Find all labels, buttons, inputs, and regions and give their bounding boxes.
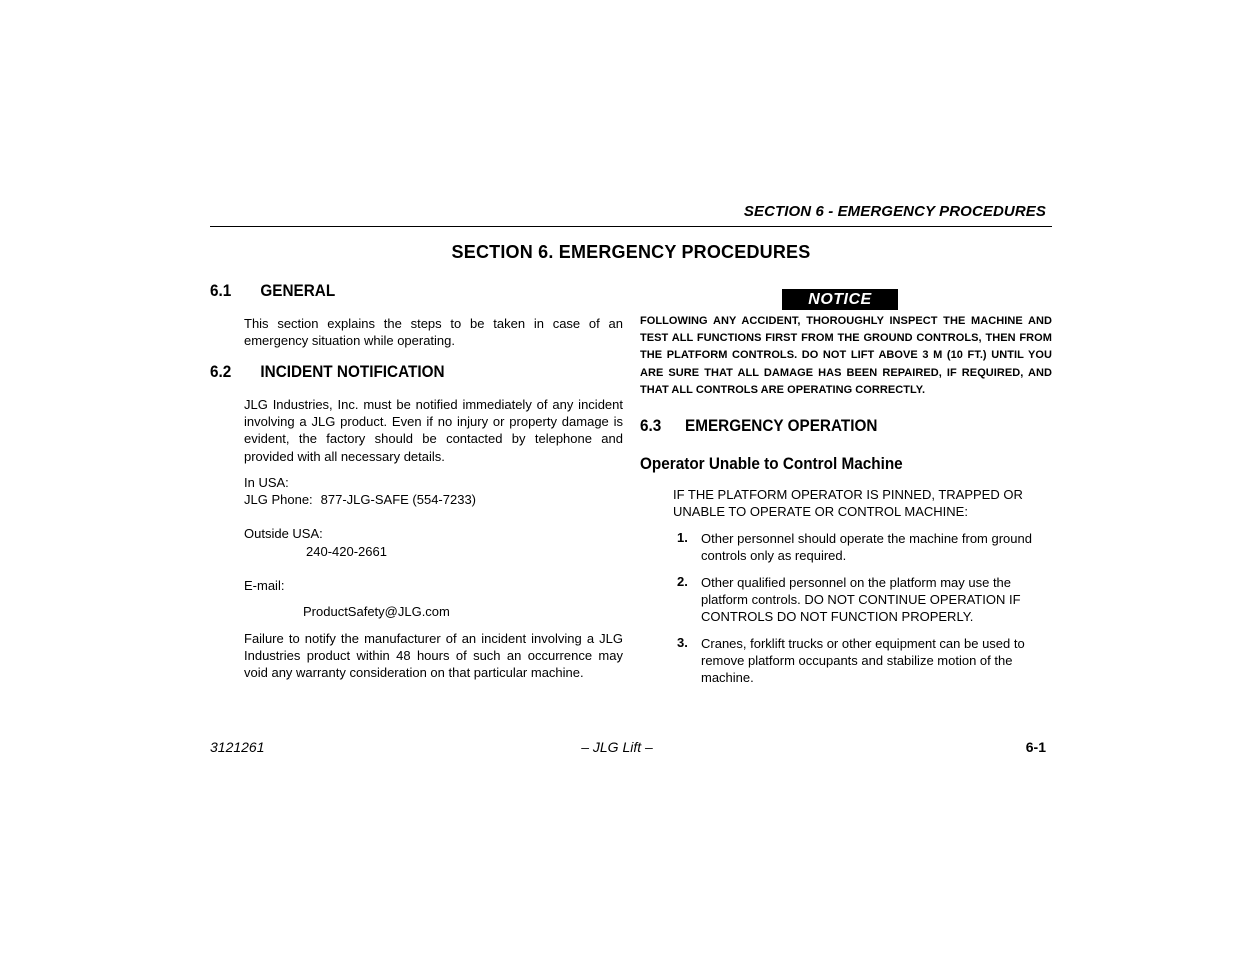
doc-number: 3121261 xyxy=(210,739,265,755)
subheading-operator-unable: Operator Unable to Control Machine xyxy=(640,454,903,473)
section-title: SECTION 6. EMERGENCY PROCEDURES xyxy=(451,242,811,262)
phone-line xyxy=(244,491,476,508)
email-value: ProductSafety@JLG.com xyxy=(303,604,450,619)
heading-label: GENERAL xyxy=(260,281,336,300)
heading-emergency-operation xyxy=(640,416,877,436)
step-number: 2. xyxy=(677,574,688,589)
email-label: E-mail: xyxy=(244,578,285,593)
running-head: SECTION 6 - EMERGENCY PROCEDURES xyxy=(743,203,1046,220)
page-number: 6-1 xyxy=(1025,739,1046,755)
step-text: Other personnel should operate the machine from ground controls only as required. xyxy=(701,531,1032,564)
step-text: Cranes, forklift trucks or other equipment can be used to remove platform occupants and stabilize motion of the machine. xyxy=(701,636,1025,686)
failure-paragraph: Failure to notify the manufacturer of an incident involving a JLG Industries product within 48 hours of such an occurrence may void any warranty consideration on that particular machine. xyxy=(244,631,623,681)
phone-label: JLG Phone: xyxy=(244,492,313,507)
usa-label: In USA: xyxy=(244,475,289,490)
general-paragraph: This section explains the steps to be taken in case of an emergency situation while operating. xyxy=(244,316,623,349)
heading-number: 6.2 xyxy=(210,362,232,381)
heading-label: INCIDENT NOTIFICATION xyxy=(260,362,445,381)
heading-number: 6.1 xyxy=(210,281,232,300)
outside-usa-label: Outside USA: xyxy=(244,526,323,541)
heading-label: EMERGENCY OPERATION xyxy=(685,416,878,435)
step-number: 3. xyxy=(677,635,688,650)
emergency-intro: IF THE PLATFORM OPERATOR IS PINNED, TRAPPED OR UNABLE TO OPERATE OR CONTROL MACHINE: xyxy=(673,487,1023,520)
notice-badge: NOTICE xyxy=(782,289,898,310)
heading-general xyxy=(210,281,335,301)
notice-text: FOLLOWING ANY ACCIDENT, THOROUGHLY INSPECT THE MACHINE AND TEST ALL FUNCTIONS FIRST FROM THE GROUND CONTROLS, THEN FROM THE PLATFORM CONTROLS. DO NOT LIFT ABOVE 3 M (10 FT.) UNTIL YOU ARE SURE THAT ALL DAMAGE HAS BEEN REPAIRED, IF REQUIRED, AND THAT ALL CONTROLS ARE OPERATING CORRECTLY. xyxy=(640,315,1052,396)
step-number: 1. xyxy=(677,530,688,545)
step-text: Other qualified personnel on the platform may use the platform controls. DO NOT CONTINUE OPERATION IF CONTROLS DO NOT FUNCTION PROPERLY. xyxy=(701,575,1021,625)
footer-center: – JLG Lift – xyxy=(581,739,653,755)
incident-paragraph: JLG Industries, Inc. must be notified immediately of any incident involving a JLG product. Even if no injury or property damage is evident, the factory should be contacted by telephone and provided with all necessary details. xyxy=(244,397,623,464)
heading-incident-notification xyxy=(210,362,445,382)
outside-usa-phone: 240-420-2661 xyxy=(306,544,387,559)
heading-number: 6.3 xyxy=(640,416,662,435)
header-rule xyxy=(210,226,1052,227)
phone-value: 877-JLG-SAFE (554-7233) xyxy=(320,492,477,507)
